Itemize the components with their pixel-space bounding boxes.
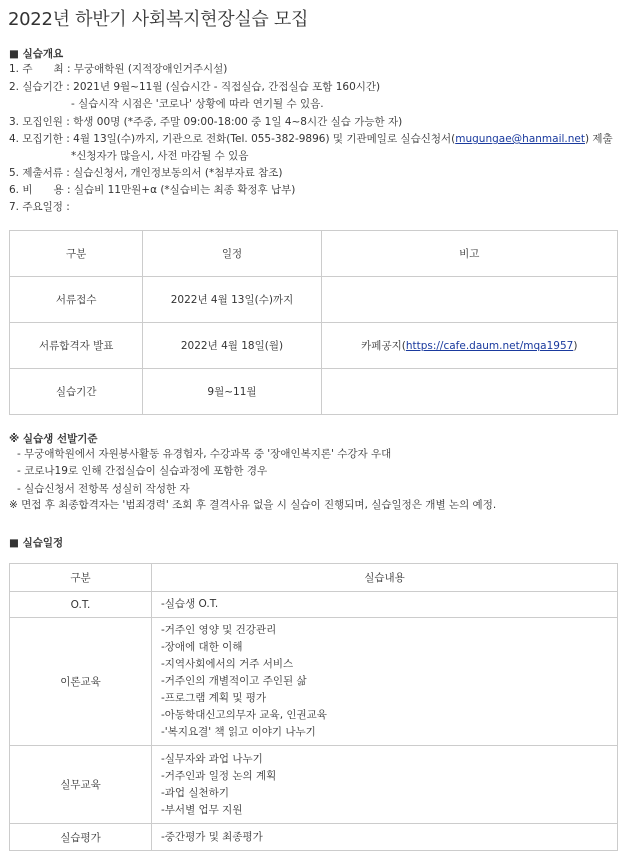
list-item: -실무자와 과업 나누기 [161,752,263,765]
table-cell: 실무교육 [10,746,152,824]
table-header: 구분 [10,231,143,277]
cafe-link[interactable]: https://cafe.daum.net/mqa1957 [405,340,574,352]
email-link[interactable]: mugungae@hanmail.net [455,133,585,145]
table-header: 일정 [143,231,321,277]
criteria-line: - 실습신청서 전항목 성실히 작성한 자 [17,483,190,495]
list-item: -지역사회에서의 거주 서비스 [161,658,294,670]
table-cell: 서류접수 [10,277,143,323]
practice-heading: ■ 실습일정 [9,537,64,549]
list-item: -실습생 O.T. [161,598,219,610]
table-cell [152,824,618,851]
table-cell: 서류합격자 발표 [10,323,143,369]
overview-line-deadline-note: *신청자가 많을시, 사전 마감될 수 있음 [71,150,249,162]
page-title: 2022년 하반기 사회복지현장실습 모집 [8,9,309,30]
list-item: -프로그램 계획 및 평가 [161,692,267,704]
table-header: 실습내용 [152,564,618,592]
overview-line-host: 1. 주 최 : 무궁애학원 (지적장애인거주시설) [9,63,228,75]
table-cell [152,618,618,746]
table-row [10,323,618,369]
overview-line-cost: 6. 비 용 : 실습비 11만원+α (*실습비는 최종 확정후 납부) [9,184,296,196]
table-cell [152,746,618,824]
criteria-note: ※ 면접 후 최종합격자는 '범죄경력' 조회 후 결격사유 없을 시 실습이 진행되며, 실습일정은 개별 논의 예정. [9,499,497,511]
table-header: 구분 [10,564,152,592]
table-row [10,618,618,746]
overview-line-schedule: 7. 주요일정 : [9,201,70,213]
criteria-line: - 코로나19로 인해 간접실습이 실습과정에 포함한 경우 [17,465,268,477]
criteria-heading: ※ 실습생 선발기준 [9,433,98,445]
criteria-line: - 무궁애학원에서 자원봉사활동 유경험자, 수강과목 중 '장애인복지론' 수강자 우대 [17,448,392,460]
list-item: -'복지요결' 책 읽고 이야기 나누기 [161,726,316,738]
overview-line-documents: 5. 제출서류 : 실습신청서, 개인정보동의서 (*첨부자료 참조) [9,167,283,179]
table-cell: 2022년 4월 13일(수)까지 [143,277,321,323]
cafe-notice-end: ) [573,340,578,352]
list-item: -거주인과 일정 논의 계획 [161,769,277,782]
list-item: -중간평가 및 최종평가 [161,830,263,843]
list-item: -장애에 대한 이해 [161,641,243,653]
table-cell: 9월~11월 [143,369,321,415]
table-row [10,369,618,415]
table-cell [321,369,617,415]
list-item: -아동학대신고의무자 교육, 인권교육 [161,709,327,721]
table-cell [152,592,618,618]
table-cell: 실습평가 [10,824,152,851]
overview-line-period-note: - 실습시작 시점은 '코로나' 상황에 따라 연기될 수 있음. [71,98,324,110]
table-row [10,746,618,824]
table-cell [321,323,617,369]
overview-line-period: 2. 실습기간 : 2021년 9월~11월 (실습시간 - 직접실습, 간접실습 포함 160시간) [9,81,381,93]
schedule-table [9,230,618,415]
table-cell [321,277,617,323]
practice-table [9,563,618,851]
list-item: -거주인의 개별적이고 주인된 삶 [161,675,307,687]
table-cell: 이론교육 [10,618,152,746]
deadline-text: 4. 모집기한 : 4월 13일(수)까지, 기관으로 전화(Tel. 055-382-9896) 및 기관메일로 실습신청서( [9,133,456,145]
table-cell: 2022년 4월 18일(월) [143,323,321,369]
table-row [10,824,618,851]
table-cell: O.T. [10,592,152,618]
table-header: 비고 [321,231,617,277]
overview-line-recruit: 3. 모집인원 : 학생 00명 (*주중, 주말 09:00-18:00 중 1일 4~8시간 실습 가능한 자) [9,116,403,128]
list-item: -부서별 업무 지원 [161,803,243,816]
table-row [10,277,618,323]
deadline-text-end: ) 제출 [584,133,613,145]
table-header-row [10,564,618,592]
list-item: -과업 실천하기 [161,786,229,799]
overview-line-deadline [9,131,613,148]
list-item: -거주인 영양 및 건강관리 [161,624,277,636]
table-row [10,592,618,618]
table-cell: 실습기간 [10,369,143,415]
table-header-row [10,231,618,277]
cafe-notice-text: 카페공지( [361,340,406,352]
overview-heading: ■ 실습개요 [9,48,64,60]
